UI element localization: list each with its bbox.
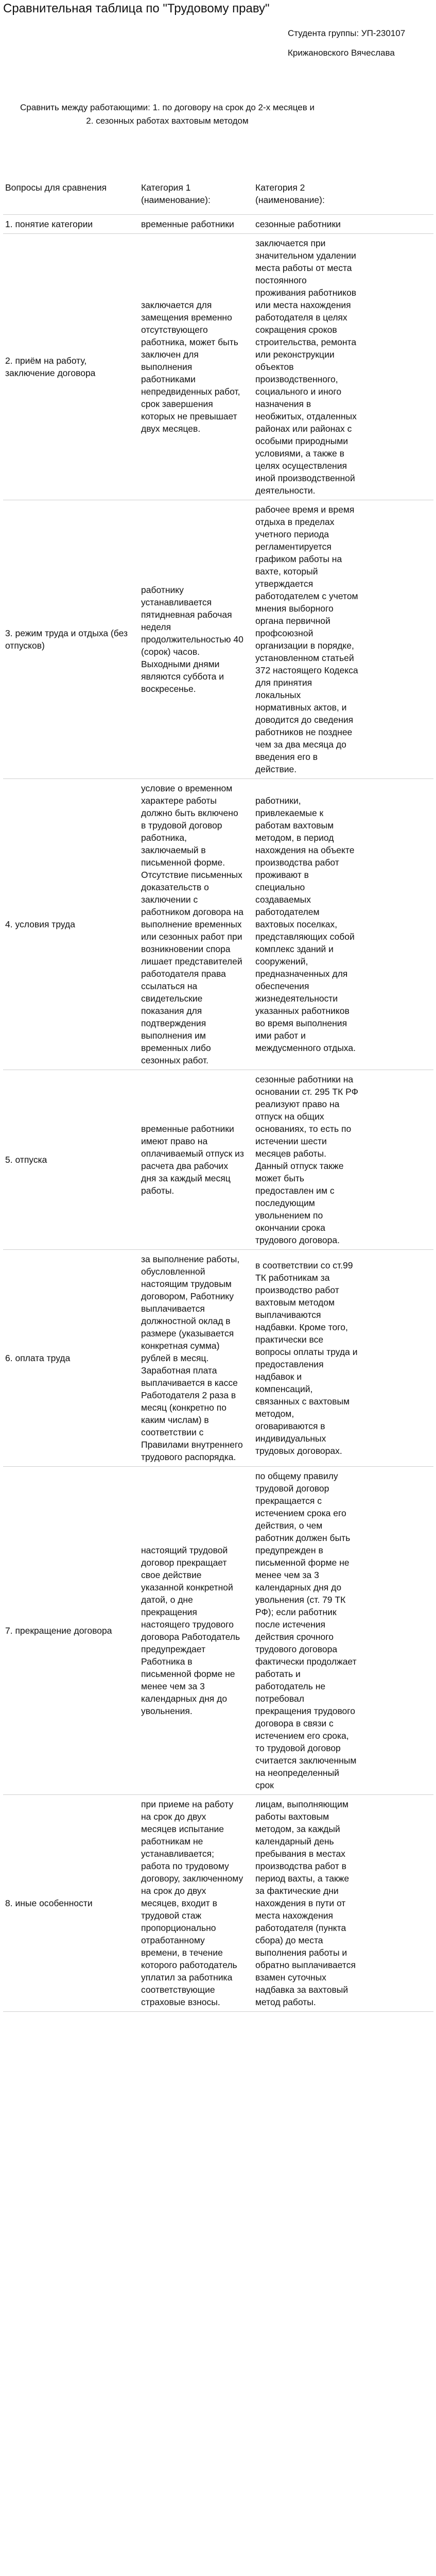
row-question: 5. отпуска xyxy=(3,1070,139,1250)
row-category-1-cell: настоящий трудовой договор прекращает свое действие указанной конкретной датой, о дне прекращения настоящего трудового договора Работодатель предупреждает Работника в письменной форме не менее чем за 3 календарных дня до увольнения. xyxy=(139,1467,253,1795)
row-question: 8. иные особенности xyxy=(3,1795,139,2012)
row-category-1-cell: работнику устанавливается пятидневная рабочая неделя продолжительностью 40 (сорок) часов. Выходными днями являются суббота и воскресенье. xyxy=(139,500,253,779)
table-header-row xyxy=(3,178,433,215)
header-category-1: Категория 1 (наименование): xyxy=(139,178,253,215)
table-row xyxy=(3,1070,433,1250)
row-category-2-cell: заключается при значительном удалении места работы от места постоянного проживания работников или места нахождения работодателя в целях сокращения сроков строительства, ремонта или реконструкции объектов производственного, социального и иного назначения в необжитых, отдаленных районах или районах с особыми природными условиями, а также в целях осуществления иной производственной деятельности. xyxy=(253,234,433,500)
row-question: 1. понятие категории xyxy=(3,215,139,234)
table-row xyxy=(3,215,433,234)
table-row xyxy=(3,500,433,779)
row-category-2-cell: сезонные работники xyxy=(253,215,433,234)
row-question: 4. условия труда xyxy=(3,779,139,1070)
row-category-1-cell: за выполнение работы, обусловленной настоящим трудовым договором, Работнику выплачивается должностной оклад в размере (указывается конкретная сумма) рублей в месяц. Заработная плата выплачивается в кассе Работодателя 2 раза в месяц (конкретно по каким числам) в соответствии с Правилами внутреннего трудового распорядка. xyxy=(139,1250,253,1467)
row-category-1-cell: условие о временном характере работы должно быть включено в трудовой договор работника, заключаемый в письменной форме. Отсутствие письменных доказательств о заключении с работником договора на выполнение временных или сезонных работ при возникновении спора лишает представителей работодателя права ссылаться на свидетельские показания для подтверждения выполнения им временных либо сезонных работ. xyxy=(139,779,253,1070)
row-category-1-cell: при приеме на работу на срок до двух месяцев испытание работникам не устанавливается; работа по трудовому договору, заключенному на срок до двух месяцев, входит в трудовой стаж пропорционально отработанному времени, в течение которого работодатель уплатил за работника соответствующие страховые взносы. xyxy=(139,1795,253,2012)
header-category-2: Категория 2 (наименование): xyxy=(253,178,433,215)
page-title: Сравнительная таблица по "Трудовому праву" xyxy=(3,2,270,15)
row-category-1-cell: временные работники имеют право на оплачиваемый отпуск из расчета два рабочих дня за каждый месяц работы. xyxy=(139,1070,253,1250)
student-name: Крижановского Вячеслава xyxy=(288,48,395,58)
row-category-2-cell: лицам, выполняющим работы вахтовым методом, за каждый календарный день пребывания в местах производства работ в период вахты, а также за фактические дни нахождения в пути от места нахождения работодателя (пункта сбора) до места выполнения работы и обратно выплачивается взамен суточных надбавка за вахтовый метод работы. xyxy=(253,1795,433,2012)
student-info xyxy=(288,24,432,63)
comparison-table xyxy=(3,178,433,2012)
row-question: 2. приём на работу, заключение договора xyxy=(3,234,139,500)
table-row xyxy=(3,1467,433,1795)
student-group: Студента группы: УП-230107 xyxy=(288,28,406,38)
row-question: 7. прекращение договора xyxy=(3,1467,139,1795)
row-category-2-cell: по общему правилу трудовой договор прекращается с истечением срока его действия, о чем работник должен быть предупрежден в письменной форме не менее чем за 3 календарных дня до увольнения (ст. 79 ТК РФ); если работник после истечения действия срочного трудового договора фактически продолжает работать и работодатель не потребовал прекращения трудового договора в связи с истечением его срока, то трудовой договор считается заключенным на неопределенный срок xyxy=(253,1467,433,1795)
table-row xyxy=(3,1250,433,1467)
table-row xyxy=(3,1795,433,2012)
table-row xyxy=(3,234,433,500)
row-category-2-cell: работники, привлекаемые к работам вахтовым методом, в период нахождения на объекте производства работ проживают в специально создаваемых работодателем вахтовых поселках, представляющих собой комплекс зданий и сооружений, предназначенных для обеспечения жизнедеятельности указанных работников во время выполнения ими работ и междусменного отдыха. xyxy=(253,779,433,1070)
row-category-2-cell: в соответствии со ст.99 ТК работникам за производство работ вахтовым методом выплачиваются надбавки. Кроме того, практически все вопросы оплаты труда и предоставления надбавок и компенсаций, связанных с вахтовым методом, оговариваются в индивидуальных трудовых договорах. xyxy=(253,1250,433,1467)
row-question: 3. режим труда и отдыха (без отпусков) xyxy=(3,500,139,779)
row-category-1-cell: временные работники xyxy=(139,215,253,234)
task-description: Сравнить между работающими: 1. по договору на срок до 2-х месяцев и 2. сезонных работах вахтовым методом xyxy=(20,103,315,126)
row-category-1-cell: заключается для замещения временно отсутствующего работника, может быть заключен для выполнения работниками непредвиденных работ, срок завершения которых не превышает двух месяцев. xyxy=(139,234,253,500)
row-category-2-cell: сезонные работники на основании ст. 295 ТК РФ реализуют право на отпуск на общих основаниях, то есть по истечении шести месяцев работы. Данный отпуск также может быть предоставлен им с последующим увольнением по окончании срока трудового договора. xyxy=(253,1070,433,1250)
row-question: 6. оплата труда xyxy=(3,1250,139,1467)
row-category-2-cell: рабочее время и время отдыха в пределах учетного периода регламентируется графиком работы на вахте, который утверждается работодателем с учетом мнения выборного органа первичной профсоюзной организации в порядке, установленном статьей 372 настоящего Кодекса для принятия локальных нормативных актов, и доводится до сведения работников не позднее чем за два месяца до введения его в действие. xyxy=(253,500,433,779)
header-questions: Вопросы для сравнения xyxy=(3,178,139,215)
table-row xyxy=(3,779,433,1070)
